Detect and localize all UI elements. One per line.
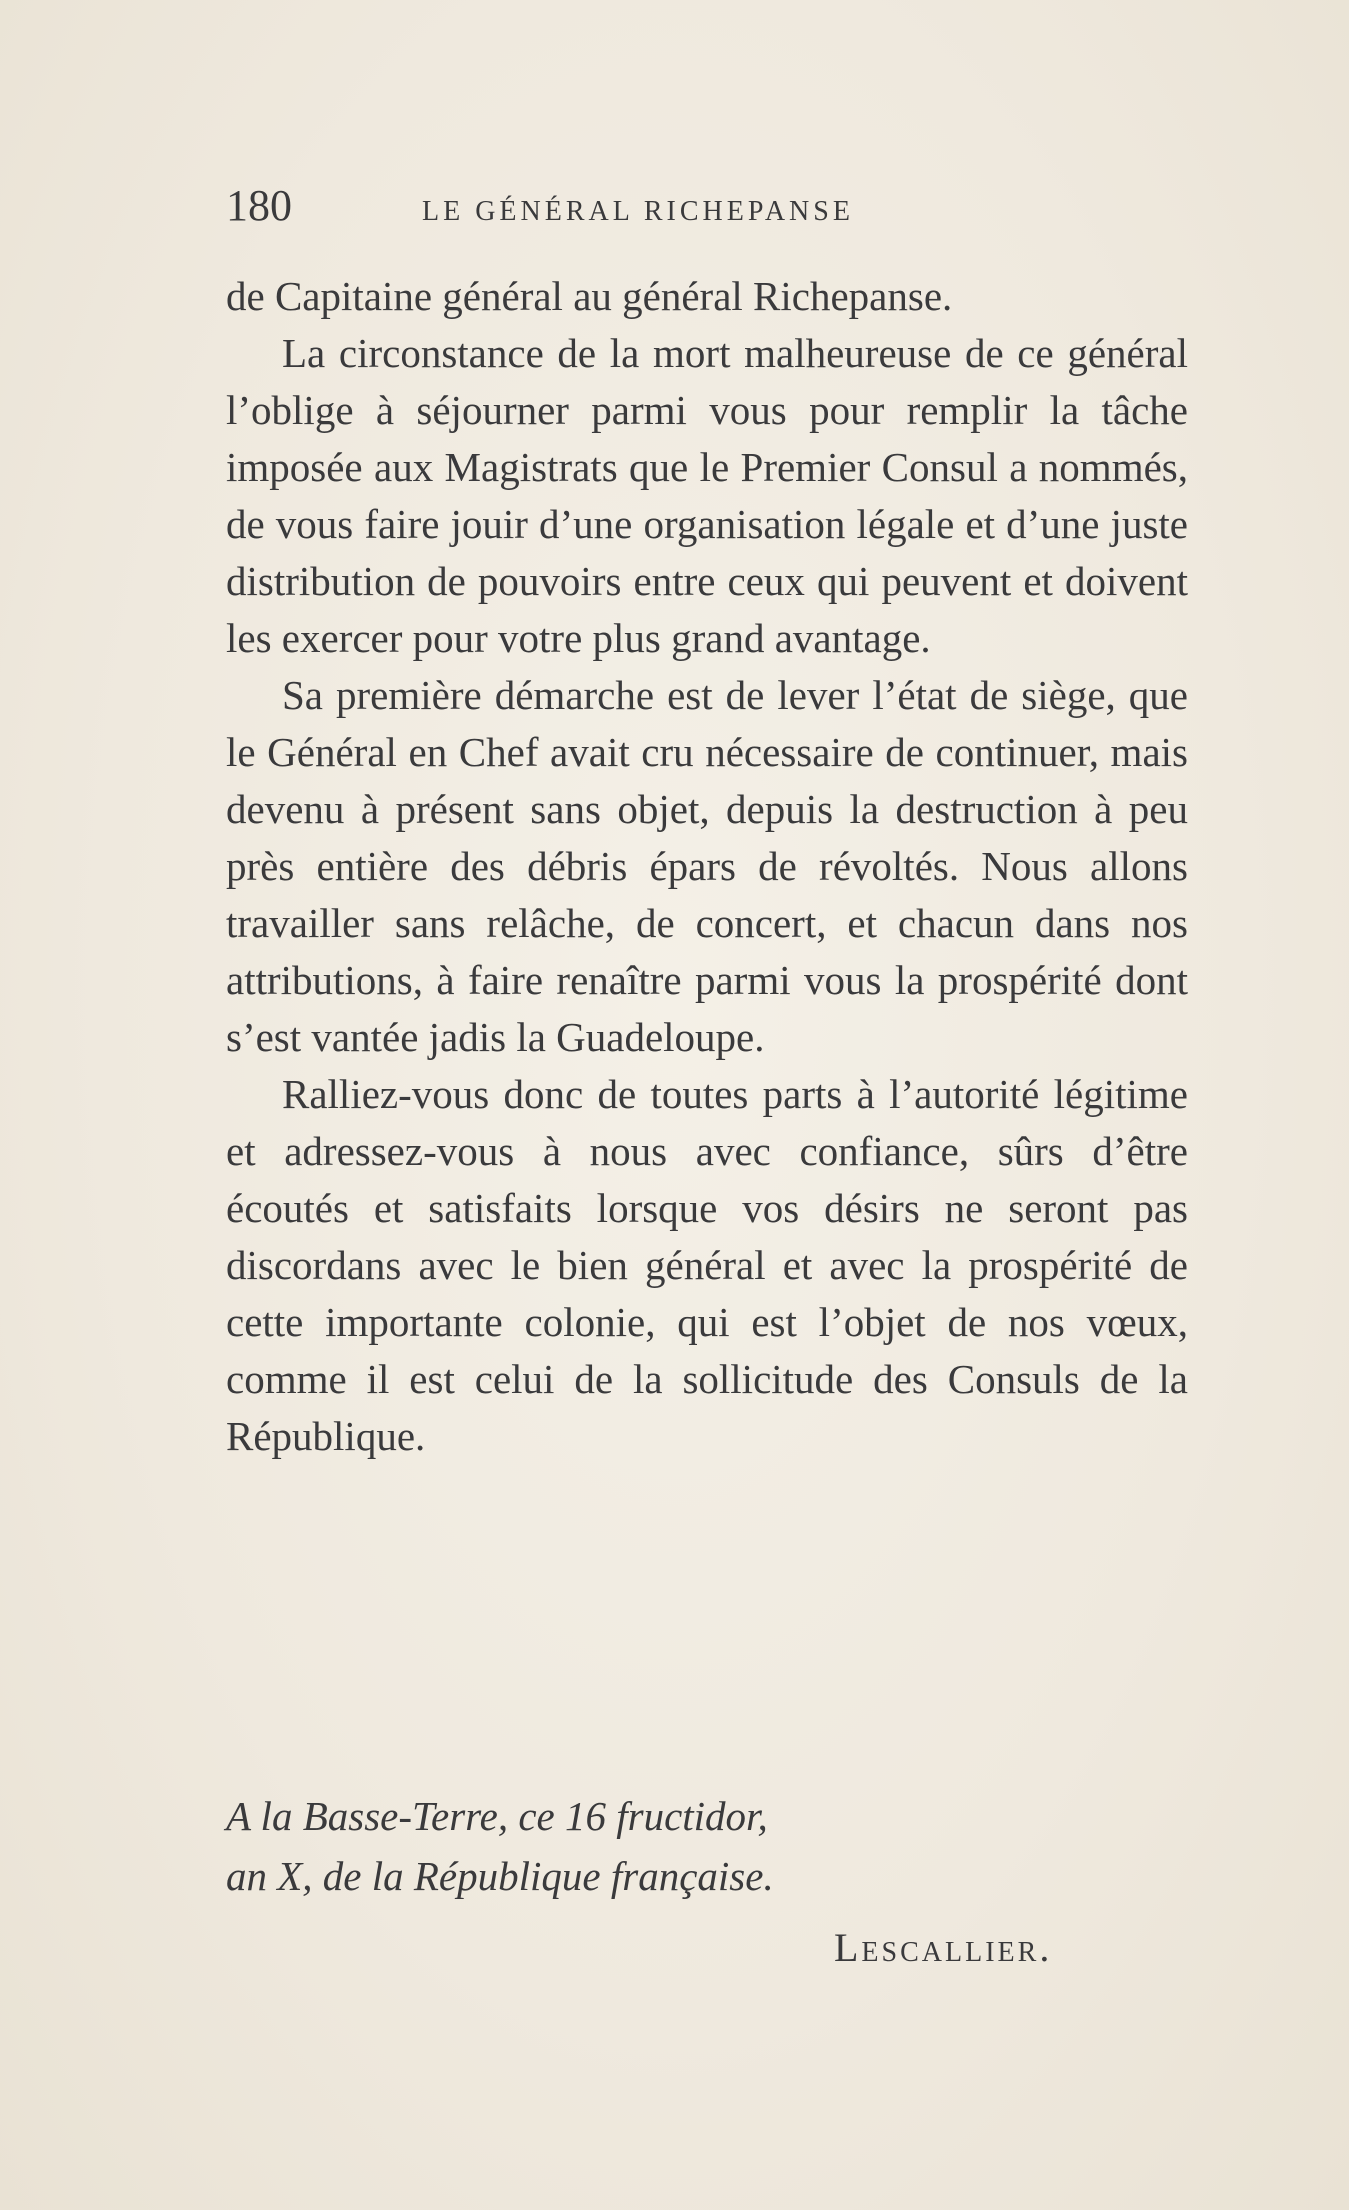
- body-text: [226, 268, 1188, 1465]
- dateline-line-2: an X, de la République française.: [226, 1853, 774, 1899]
- paragraph-3: Sa première démarche est de lever l’état de siège, que le Général en Chef avait cru nécessaire de continuer, mais devenu à présent sans objet, depuis la destruction à peu près entière des débris épars de révoltés. Nous allons travailler sans relâche, de concert, et chacun dans nos attributions, à faire renaître parmi vous la prospérité dont s’est vantée jadis la Guadeloupe.: [226, 672, 1188, 1060]
- running-title: LE GÉNÉRAL RICHEPANSE: [422, 196, 854, 227]
- page-header: [226, 178, 986, 248]
- paragraph-4: Ralliez-vous donc de toutes parts à l’autorité légitime et adressez-vous à nous avec confiance, sûrs d’être écoutés et satisfaits lorsque vos désirs ne seront pas discordans avec le bien général et avec la prospérité de cette importante colonie, qui est l’objet de nos vœux, comme il est celui de la sollicitude des Consuls de la République.: [226, 1071, 1188, 1459]
- dateline: [226, 1786, 1186, 1906]
- paragraph-1: de Capitaine général au général Richepanse.: [226, 273, 953, 319]
- dateline-line-1: A la Basse-Terre, ce 16 fructidor,: [226, 1793, 768, 1839]
- page-number: 180: [226, 181, 292, 230]
- signature: Lescallier.: [834, 1925, 1053, 1970]
- paragraph-2: La circonstance de la mort malheureuse de ce général l’oblige à séjourner parmi vous pour remplir la tâche imposée aux Magistrats que le Premier Consul a nommés, de vous faire jouir d’une organisation légale et d’une juste distribution de pouvoirs entre ceux qui peuvent et doivent les exercer pour votre plus grand avantage.: [226, 330, 1188, 661]
